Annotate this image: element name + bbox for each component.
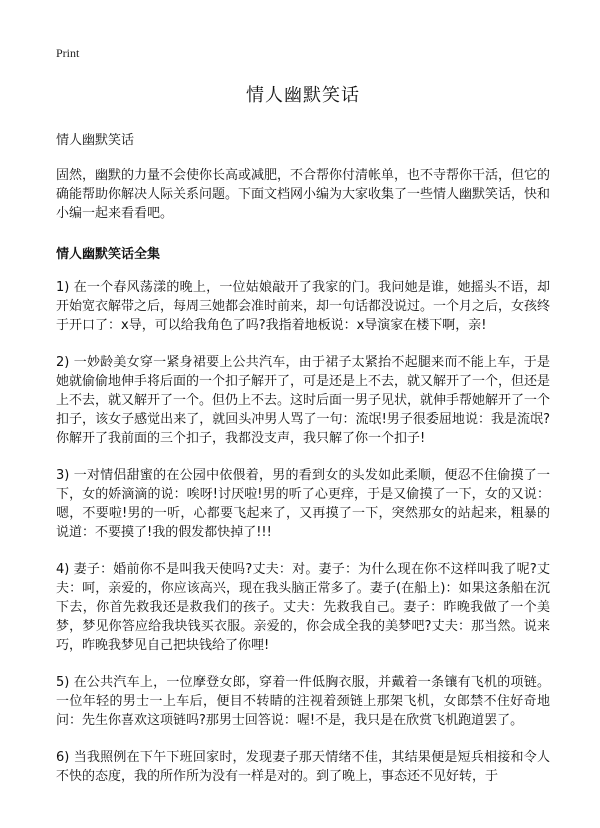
joke-paragraph-1: 1) 在一个春风荡漾的晚上，一位姑娘敲开了我家的门。我问她是谁，她摇头不语，却开始宽衣解带之后，每周三她都会准时前来，却一句话都没说过。一个月之后，女孩终于开口了：x导，可以给我角色了吗?我指着地板说：x导演家在楼下啊，亲! [56, 280, 551, 333]
joke-paragraph-6: 6) 当我照例在下午下班回家时，发现妻子那天情绪不佳，其结果便是短兵相接和令人不快的态度，我的所作所为没有一样是对的。到了晚上，事态还不见好转，于 [56, 750, 550, 784]
joke-paragraph-5: 5) 在公共汽车上，一位摩登女郎，穿着一件低胸衣服，并戴着一条镶有飞机的项链。一位年轻的男士一上车后，便目不转睛的注视着颈链上那架飞机，女郎禁不住好奇地问：先生你喜欢这项链吗?那男士回答说：喔!不是，我只是在欣赏飞机跑道罢了。 [56, 675, 550, 728]
print-label: Print [56, 46, 80, 60]
joke-paragraph-2: 2) 一妙龄美女穿一紧身裙要上公共汽车，由于裙子太紧抬不起腿来而不能上车，于是她就偷偷地伸手将后面的一个扣子解开了，可是还是上不去，就又解开了一个，但还是上不去，就又解开了一个。但仍上不去。这时后面一男子见状，就伸手帮她解开了一个扣子，该女子感觉出来了，就回头冲男人骂了一句：流氓!男子很委屈地说：我是流氓?你解开了我前面的三个扣子，我都没支声，我只解了你一个扣子! [56, 355, 551, 446]
intro-paragraph: 固然，幽默的力量不会使你长高或减肥，不合帮你付清帐单，也不寺帮你干活，但它的确能帮助你解决人际关系问题。下面文档网小编为大家收集了一些情人幽默笑话，快和小编一起来看看吧。 [56, 168, 551, 221]
joke-paragraph-3: 3) 一对情侣甜蜜的在公园中依偎着，男的看到女的头发如此柔顺，便忍不住偷摸了一下，女的娇滴滴的说：唉呀!讨厌啦!男的听了心更痒，于是又偷摸了一下，女的又说：嗯，不要啦!男的一听，心都要飞起来了，又再摸了一下，突然那女的站起来，粗暴的说道：不要摸了!我的假发都快掉了!!! [56, 468, 550, 540]
page-title: 情人幽默笑话 [246, 85, 360, 106]
section-heading: 情人幽默笑话全集 [56, 247, 161, 262]
document-subtitle: 情人幽默笑话 [56, 133, 135, 148]
joke-paragraph-4: 4) 妻子：婚前你不是叫我天使吗?丈夫：对。妻子：为什么现在你不这样叫我了呢?丈夫：呵，亲爱的，你应该高兴，现在我头脑正常多了。妻子(在船上)：如果这条船在沉下去，你首先救我还是救我们的孩子。丈夫：先救我自己。妻子：昨晚我做了一个美梦，梦见你答应给我块钱买衣服。亲爱的，你会成全我的美梦吧?丈夫：那当然。说来巧，昨晚我梦见自己把块钱给了你哩! [56, 562, 550, 653]
